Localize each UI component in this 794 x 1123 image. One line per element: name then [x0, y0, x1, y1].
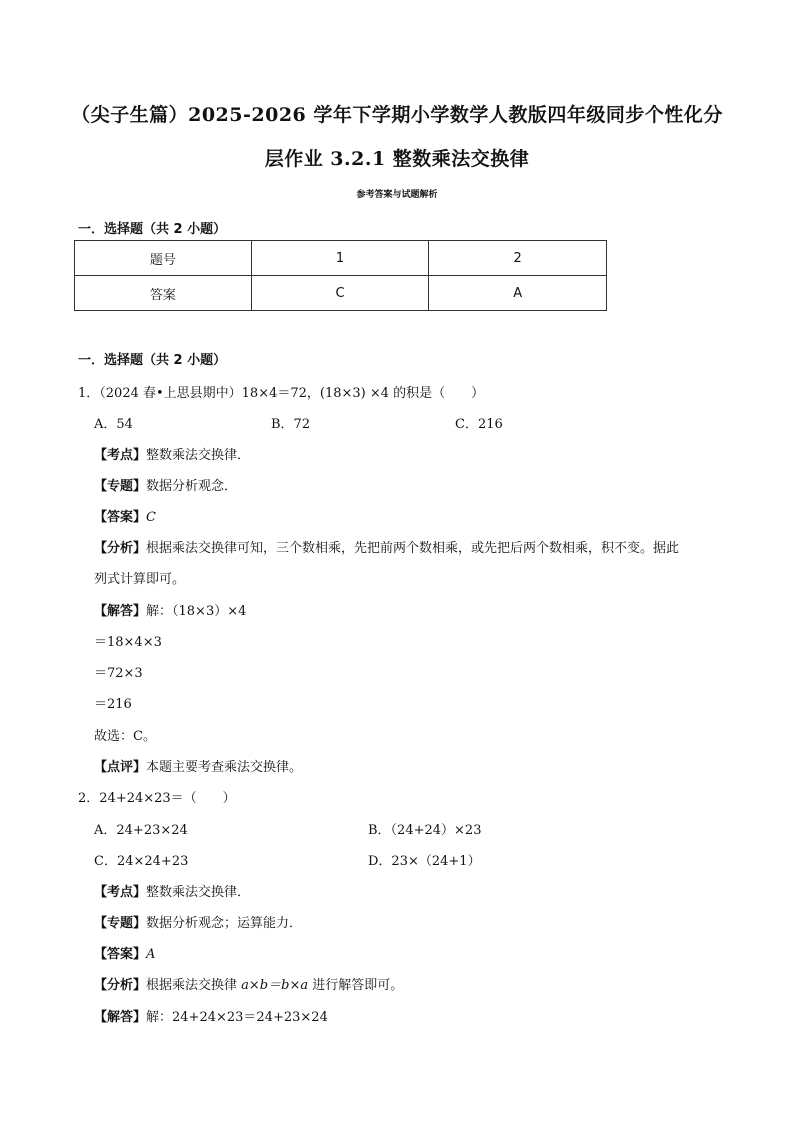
q1-fenxi-text: 根据乘法交换律可知，三个数相乘，先把前两个数相乘，或先把后两个数相乘，积不变。据此: [146, 541, 680, 556]
q2-zhuanti-text: 数据分析观念；运算能力．: [146, 916, 303, 931]
q1-step-2: ＝72×3: [94, 666, 143, 681]
table-cell: C: [251, 276, 429, 311]
q1-zhuanti-tag: 【专题】: [94, 479, 147, 494]
q1-dianping-text: 本题主要考查乘法交换律。: [146, 760, 303, 775]
q2-daan: [94, 943, 155, 962]
q1-jieda: [94, 600, 246, 619]
q2-kaodian: [94, 881, 250, 900]
q2-kaodian-text: 整数乘法交换律．: [146, 885, 251, 900]
q1-zhuanti: [94, 475, 237, 494]
q1-option-b: B．72: [271, 417, 311, 432]
question-1-stem: 1．（2024 春•上思县期中）18×4＝72，(18×3) ×4 的积是（ ）: [78, 386, 485, 401]
q2-jieda-tag: 【解答】: [94, 1010, 147, 1025]
q1-kaodian-tag: 【考点】: [94, 448, 147, 463]
answer-table: [74, 240, 607, 311]
q2-fenxi-tag: 【分析】: [94, 978, 147, 993]
q1-step-3: ＝216: [94, 697, 132, 712]
q1-kaodian: [94, 444, 250, 463]
q1-jieda-text: 解：（18×3）×4: [146, 604, 247, 619]
q2-jieda: [94, 1006, 328, 1025]
q2-option-b: B．（24+24）×23: [368, 823, 482, 838]
q2-fenxi-pre: 根据乘法交换律: [146, 978, 242, 993]
section-heading-questions: 一．选择题（共 2 小题）: [78, 353, 227, 368]
table-cell-label: 答案: [75, 276, 252, 311]
q1-daan-text: C: [146, 510, 156, 525]
q1-kaodian-text: 整数乘法交换律．: [146, 448, 251, 463]
q2-jieda-text: 解：24+24×23＝24+23×24: [146, 1010, 328, 1025]
document-title-line-2: 层作业 3.2.1 整数乘法交换律: [264, 148, 530, 170]
q2-fenxi-formula: a×b＝b×a: [241, 978, 309, 993]
q2-kaodian-tag: 【考点】: [94, 885, 147, 900]
table-cell: 1: [251, 241, 429, 276]
q1-option-a: A．54: [94, 417, 133, 432]
q1-daan: [94, 506, 156, 525]
q1-jieda-tag: 【解答】: [94, 604, 147, 619]
q2-fenxi: [94, 974, 403, 993]
q1-step-1: ＝18×4×3: [94, 635, 162, 650]
table-cell-label: 题号: [75, 241, 252, 276]
q2-fenxi-post: 进行解答即可。: [308, 978, 404, 993]
table-row: [75, 276, 607, 311]
section-heading-answers: 一．选择题（共 2 小题）: [78, 222, 227, 237]
document-title-line-1: （尖子生篇）2025-2026 学年下学期小学数学人教版四年级同步个性化分: [71, 104, 723, 126]
q1-dianping-tag: 【点评】: [94, 760, 147, 775]
table-cell: A: [429, 276, 607, 311]
document-subtitle: 参考答案与试题解析: [356, 190, 438, 200]
q2-daan-tag: 【答案】: [94, 947, 147, 962]
q1-fenxi-tag: 【分析】: [94, 541, 147, 556]
q1-fenxi-cont: 列式计算即可。: [94, 572, 186, 587]
q2-daan-text: A: [146, 947, 156, 962]
question-2-stem: 2．24+24×23＝（ ）: [78, 791, 236, 806]
q1-option-c: C．216: [455, 417, 503, 432]
q1-daan-tag: 【答案】: [94, 510, 147, 525]
table-row: [75, 241, 607, 276]
q2-option-c: C．24×24+23: [94, 854, 189, 869]
q2-option-d: D．23×（24+1）: [368, 854, 481, 869]
table-cell: 2: [429, 241, 607, 276]
q1-choose: 故选：C。: [94, 729, 156, 744]
q2-zhuanti-tag: 【专题】: [94, 916, 147, 931]
q1-fenxi: [94, 537, 679, 556]
q2-option-a: A．24+23×24: [94, 823, 188, 838]
q1-dianping: [94, 756, 302, 775]
q2-zhuanti: [94, 912, 302, 931]
q1-zhuanti-text: 数据分析观念．: [146, 479, 238, 494]
